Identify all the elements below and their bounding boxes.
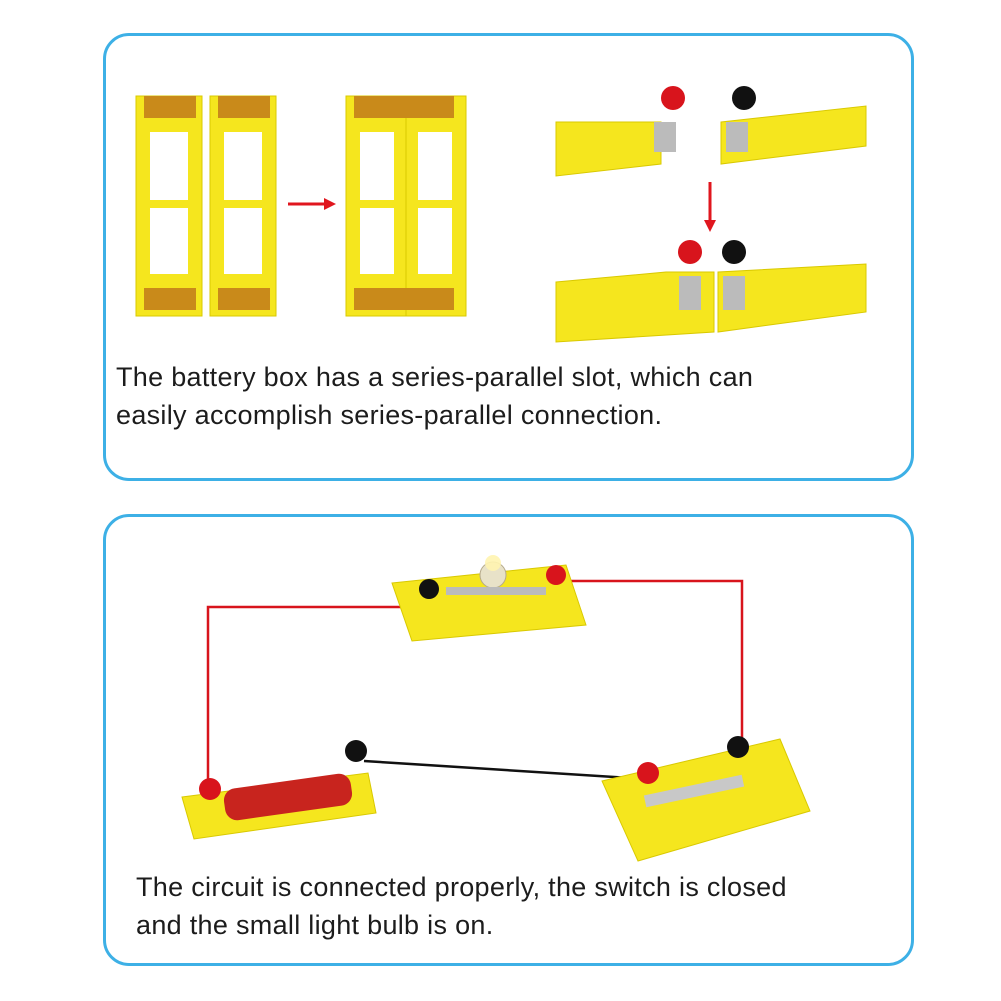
slot-connector-joined [556, 240, 866, 342]
arrow-right-icon [288, 198, 336, 210]
circuit-caption [136, 868, 787, 944]
circuit-panel [103, 514, 914, 966]
arrow-down-icon [704, 182, 716, 232]
battery-holder-joined [346, 96, 466, 316]
switch-board [602, 736, 810, 861]
caption-line-2: and the small light bulb is on. [136, 910, 494, 940]
caption-line-1: The battery box has a series-parallel slot, which can [116, 362, 754, 392]
battery-holder-separate-left [136, 96, 202, 316]
battery-box-panel [103, 33, 914, 481]
battery-box-caption [116, 358, 753, 434]
battery-holder-separate-right [210, 96, 276, 316]
caption-line-1: The circuit is connected properly, the switch is closed [136, 872, 787, 902]
slot-connector-separated [556, 86, 866, 176]
bulb-board [392, 555, 586, 641]
battery-holder [182, 740, 376, 839]
caption-line-2: easily accomplish series-parallel connection. [116, 400, 663, 430]
